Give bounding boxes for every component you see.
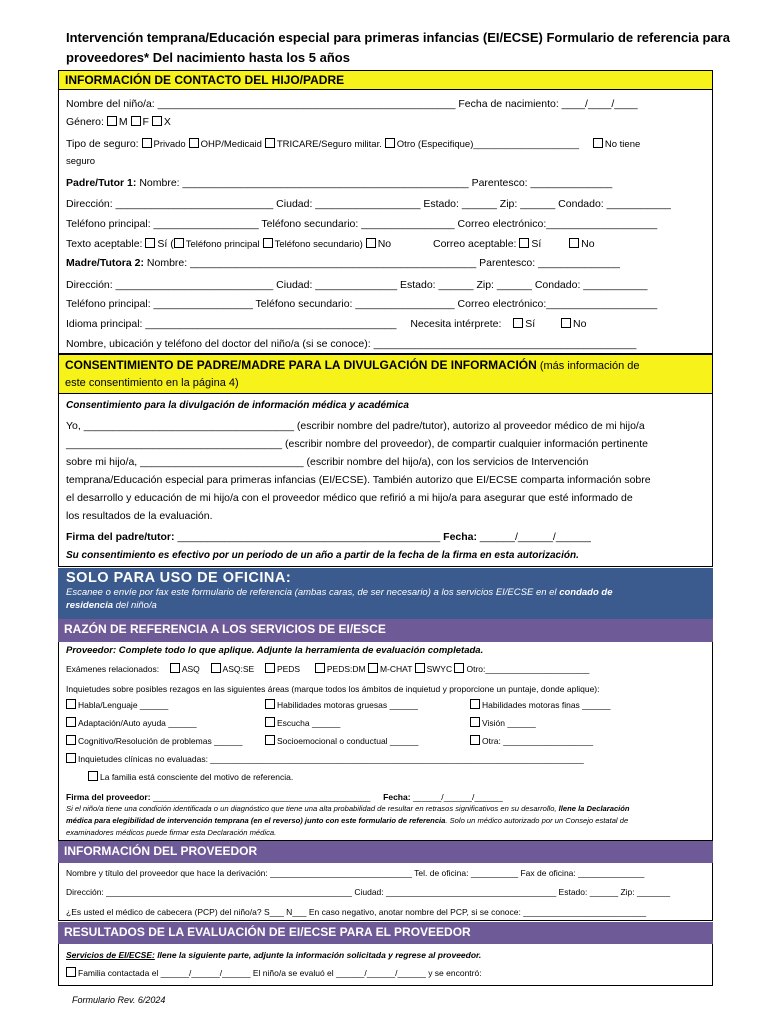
consent-p4: temprana/Educación especial para primeras infancias (EI/ECSE). También autorizo que EI/ECSE comparta información sobre bbox=[66, 474, 651, 486]
clinical-concerns-checkbox[interactable] bbox=[66, 753, 76, 763]
area-fine-motor[interactable] bbox=[470, 698, 611, 712]
guardian2-address-line[interactable]: Dirección: ___________________________ Ciudad: ______________ Estado: ______ Zip: ______ Condado: ___________ bbox=[66, 279, 648, 291]
insurance-private-checkbox[interactable] bbox=[142, 138, 152, 148]
consent-header-note2: este consentimiento en la página 4) bbox=[65, 377, 239, 389]
consent-signature-row bbox=[66, 530, 591, 544]
consent-p6: los resultados de la evaluación. bbox=[66, 510, 213, 522]
text-primary-label: Teléfono principal bbox=[185, 239, 260, 250]
area-hearing-checkbox[interactable] bbox=[265, 717, 275, 727]
child-name-line[interactable]: Nombre del niño/a: ___________________________________________________ Fecha de nacimiento: ____/____/____ bbox=[66, 98, 638, 110]
area-cognitive-label: Cognitivo/Resolución de problemas ______ bbox=[78, 736, 243, 746]
parent-signature-field[interactable]: _____________________________________________ bbox=[177, 531, 441, 543]
insurance-tricare-checkbox[interactable] bbox=[265, 138, 275, 148]
medical-note-1b: llene la Declaración bbox=[558, 804, 630, 813]
provider-address-line[interactable]: Dirección: ____________________________________________________ Ciudad: ____________________________________ Estado: ______ Zip: _______ bbox=[66, 887, 671, 897]
exams-label: Exámenes relacionados: bbox=[66, 664, 160, 674]
email-no-checkbox[interactable] bbox=[569, 238, 579, 248]
office-use-note bbox=[66, 586, 705, 612]
guardian2-name-line[interactable] bbox=[66, 256, 620, 270]
insurance-other-checkbox[interactable] bbox=[385, 138, 395, 148]
text-secondary-checkbox[interactable] bbox=[263, 238, 273, 248]
area-social-emotional[interactable] bbox=[265, 734, 418, 748]
area-vision[interactable] bbox=[470, 716, 536, 730]
gender-m-label: M bbox=[118, 116, 128, 128]
consent-subtitle: Consentimiento para la divulgación de información médica y académica bbox=[66, 400, 409, 411]
guardian1-address-line[interactable]: Dirección: ___________________________ Ciudad: __________________ Estado: ______ Zip: ______ Condado: ___________ bbox=[66, 198, 671, 210]
results-instr-b: llene la siguiente parte, adjunte la información solicitada y regrese al proveedor. bbox=[154, 950, 482, 960]
email-ok-label: Correo aceptable: bbox=[433, 238, 517, 250]
gender-x-label: X bbox=[163, 116, 171, 128]
family-aware-label: La familia está consciente del motivo de referencia. bbox=[100, 772, 294, 782]
area-speech[interactable] bbox=[66, 698, 168, 712]
insurance-ohp-checkbox[interactable] bbox=[189, 138, 199, 148]
interpreter-yes-checkbox[interactable] bbox=[513, 318, 523, 328]
family-contacted-row[interactable] bbox=[66, 966, 482, 980]
office-use-header: SOLO PARA USO DE OFICINA: bbox=[66, 570, 292, 586]
exam-other-label: Otro:______________________ bbox=[466, 664, 590, 674]
family-aware[interactable] bbox=[88, 770, 293, 784]
gender-label: Género: bbox=[66, 116, 104, 128]
gender-m-checkbox[interactable] bbox=[107, 116, 117, 126]
guardian1-phones-line[interactable]: Teléfono principal: __________________ Teléfono secundario: ________________ Correo electrónico:___________________ bbox=[66, 218, 658, 230]
guardian2-name-field[interactable]: Nombre: _________________________________________________ Parentesco: ______________ bbox=[146, 257, 620, 269]
insurance-ohp-label: OHP/Medicaid bbox=[200, 139, 262, 150]
exam-other-checkbox[interactable] bbox=[454, 663, 464, 673]
consent-header: CONSENTIMIENTO DE PADRE/MADRE PARA LA DIVULGACIÓN DE INFORMACIÓN bbox=[65, 358, 537, 372]
contact-section bbox=[58, 70, 713, 354]
provider-name-line[interactable]: Nombre y título del proveedor que hace la derivación: ______________________________ Tel. de oficina: __________ Fax de oficina: ______________ bbox=[66, 868, 645, 878]
provider-signature-field[interactable]: ______________________________________________ bbox=[152, 792, 371, 802]
area-gross-motor[interactable] bbox=[265, 698, 418, 712]
office-note-d: del niño/a bbox=[113, 600, 157, 611]
exam-asqse-checkbox[interactable] bbox=[211, 663, 221, 673]
area-vision-label: Visión ______ bbox=[482, 718, 536, 728]
exam-asqse-label: ASQ:SE bbox=[222, 664, 255, 674]
medical-note bbox=[66, 803, 630, 839]
form-revision: Formulario Rev. 6/2024 bbox=[72, 995, 166, 1005]
insurance-none-cont: seguro bbox=[66, 156, 96, 167]
email-yes-checkbox[interactable] bbox=[519, 238, 529, 248]
doctor-info-line[interactable]: Nombre, ubicación y teléfono del doctor del niño/a (si se conoce): _____________________________________________ bbox=[66, 338, 637, 350]
medical-note-3: examinadores médicos puede firmar esta Declaración médica. bbox=[66, 828, 277, 837]
provider-signature-row bbox=[66, 790, 503, 804]
interpreter-no-label: No bbox=[572, 318, 587, 330]
guardian1-label: Padre/Tutor 1: bbox=[66, 177, 137, 189]
parent-date-label: Fecha: bbox=[443, 531, 477, 543]
insurance-label: Tipo de seguro: bbox=[66, 138, 139, 150]
email-yes-label: Sí bbox=[531, 238, 542, 250]
area-cognitive-checkbox[interactable] bbox=[66, 735, 76, 745]
clinical-concerns-label[interactable]: Inquietudes clínicas no evaluadas: _______________________________________________________________________________ bbox=[78, 754, 584, 764]
pcp-line[interactable]: ¿Es usted el médico de cabecera (PCP) del niño/a? S___ N___ En caso negativo, anotar nombre del PCP, si se conoce: __________________________ bbox=[66, 907, 647, 917]
email-no-label: No bbox=[581, 238, 595, 250]
office-note-a: Escanee o envíe por fax este formulario de referencia (ambas caras, de ser necesario) a los servicios EI/ECSE en el bbox=[66, 587, 560, 598]
contact-preference-row bbox=[66, 237, 595, 252]
guardian2-label: Madre/Tutora 2: bbox=[66, 257, 144, 269]
area-gross-motor-checkbox[interactable] bbox=[265, 699, 275, 709]
insurance-none-checkbox[interactable] bbox=[593, 138, 603, 148]
text-yes-checkbox[interactable] bbox=[145, 238, 155, 248]
area-adaptive[interactable] bbox=[66, 716, 197, 730]
interpreter-label: Necesita intérprete: bbox=[410, 318, 502, 330]
provider-signature-label: Firma del proveedor: bbox=[66, 792, 151, 802]
consent-p2[interactable]: _____________________________________ (escribir nombre del proveedor), de compartir cualquier información pertinente bbox=[66, 438, 648, 450]
exam-peds-label: PEDS bbox=[276, 664, 301, 674]
area-vision-checkbox[interactable] bbox=[470, 717, 480, 727]
text-no-checkbox[interactable] bbox=[366, 238, 376, 248]
guardian1-name-field[interactable]: Nombre: _________________________________________________ Parentesco: ______________ bbox=[139, 177, 613, 189]
form-title: Intervención temprana/Educación especial para primeras infancias (EI/ECSE) Formulario de referencia para proveedores* Del nacimiento hasta los 5 años bbox=[66, 30, 730, 65]
contact-header: INFORMACIÓN DE CONTACTO DEL HIJO/PADRE bbox=[59, 71, 712, 90]
results-instr-a: Servicios de EI/ECSE: bbox=[66, 950, 155, 960]
guardian2-phones-line[interactable]: Teléfono principal: _________________ Teléfono secundario: _________________ Correo electrónico:___________________ bbox=[66, 298, 658, 310]
exam-swyc-checkbox[interactable] bbox=[415, 663, 425, 673]
area-other-label: Otra: ___________________ bbox=[482, 736, 594, 746]
area-gross-motor-label: Habilidades motoras gruesas ______ bbox=[277, 700, 418, 710]
family-contacted-label[interactable]: Familia contactada el ______/______/______ El niño/a se evaluó el ______/______/______ y se encontró: bbox=[78, 968, 482, 978]
area-fine-motor-checkbox[interactable] bbox=[470, 699, 480, 709]
area-social-emotional-label: Socioemocional o conductual ______ bbox=[277, 736, 419, 746]
gender-f-label: F bbox=[142, 116, 149, 128]
exam-pedsdm-label: PEDS:DM bbox=[326, 664, 366, 674]
area-social-emotional-checkbox[interactable] bbox=[265, 735, 275, 745]
language-field[interactable]: Idioma principal: ___________________________________________ bbox=[66, 318, 397, 330]
gender-f-checkbox[interactable] bbox=[131, 116, 141, 126]
area-adaptive-checkbox[interactable] bbox=[66, 717, 76, 727]
gender-x-checkbox[interactable] bbox=[152, 116, 162, 126]
consent-p1[interactable]: Yo, ____________________________________ (escribir nombre del padre/tutor), autorizo al proveedor médico de mi hijo/a bbox=[66, 420, 645, 432]
interpreter-no-checkbox[interactable] bbox=[561, 318, 571, 328]
text-ok-label: Texto aceptable: bbox=[66, 238, 143, 250]
insurance-private-label: Privado bbox=[153, 139, 186, 150]
insurance-row bbox=[66, 137, 640, 152]
exam-peds-checkbox[interactable] bbox=[265, 663, 275, 673]
area-fine-motor-label: Habilidades motoras finas ______ bbox=[482, 700, 611, 710]
exam-mchat-checkbox[interactable] bbox=[368, 663, 378, 673]
text-yes-label: Sí ( bbox=[157, 238, 174, 250]
provider-date-field[interactable]: ______/______/______ bbox=[412, 792, 503, 802]
exam-asq-label: ASQ bbox=[181, 664, 200, 674]
office-note-c: residencia bbox=[66, 600, 113, 611]
consent-validity: Su consentimiento es efectivo por un periodo de un año a partir de la fecha de la firma en esta autorización. bbox=[66, 550, 579, 561]
family-aware-checkbox[interactable] bbox=[88, 771, 98, 781]
area-other[interactable] bbox=[470, 734, 593, 748]
interpreter-yes-label: Sí bbox=[525, 318, 536, 330]
consent-p3[interactable]: sobre mi hijo/a, ____________________________ (escribir nombre del hijo/a), con los servicios de Intervención bbox=[66, 456, 589, 468]
provider-header: INFORMACIÓN DEL PROVEEDOR bbox=[58, 841, 713, 863]
area-other-checkbox[interactable] bbox=[470, 735, 480, 745]
medical-note-2b: . Solo un médico autorizado por un Consejo estatal de bbox=[445, 816, 629, 825]
text-no-label: No bbox=[377, 238, 392, 250]
medical-note-2a: médica para elegibilidad de intervención temprana (en el reverso) junto con este formulario de referencia bbox=[66, 816, 446, 825]
area-hearing[interactable] bbox=[265, 716, 340, 730]
reason-header: RAZÓN DE REFERENCIA A LOS SERVICIOS DE EI/ESCE bbox=[58, 619, 713, 642]
office-use-section bbox=[58, 568, 713, 619]
exam-asq-checkbox[interactable] bbox=[170, 663, 180, 673]
office-note-b: condado de bbox=[559, 587, 613, 598]
insurance-none-label: No tiene bbox=[604, 139, 641, 150]
parent-signature-label: Firma del padre/tutor: bbox=[66, 531, 175, 543]
clinical-concerns[interactable] bbox=[66, 752, 584, 766]
area-speech-checkbox[interactable] bbox=[66, 699, 76, 709]
medical-note-1a: Si el niño/a tiene una condición identificada o un diagnóstico que tiene una alta probabilidad de resultar en retrasos significativos en su desarrollo, bbox=[66, 804, 559, 813]
consent-header-block bbox=[59, 355, 712, 394]
exam-mchat-label: M-CHAT bbox=[379, 664, 413, 674]
exam-swyc-label: SWYC bbox=[426, 664, 453, 674]
insurance-tricare-label: TRICARE/Seguro militar. bbox=[276, 139, 382, 150]
text-secondary-label: Teléfono secundario) bbox=[274, 239, 363, 250]
concerns-text: Inquietudes sobre posibles rezagos en las siguientes áreas (marque todos los ámbitos de inquietud y proporcione un puntaje, donde aplique): bbox=[66, 684, 600, 694]
area-hearing-label: Escucha ______ bbox=[277, 718, 341, 728]
language-row bbox=[66, 317, 586, 331]
provider-date-label: Fecha: bbox=[383, 792, 411, 802]
consent-header-note: (más información de bbox=[536, 360, 640, 372]
reason-instructions: Proveedor: Complete todo lo que aplique. Adjunte la herramienta de evaluación completada. bbox=[66, 645, 484, 656]
consent-p5: el desarrollo y educación de mi hijo/a con el proveedor médico que refirió a mi hijo/a para asegurar que esté informado de bbox=[66, 492, 633, 504]
text-primary-checkbox[interactable] bbox=[174, 238, 184, 248]
exam-pedsdm-checkbox[interactable] bbox=[315, 663, 325, 673]
area-cognitive[interactable] bbox=[66, 734, 242, 748]
results-instructions bbox=[66, 948, 481, 962]
exams-row bbox=[66, 662, 589, 676]
results-header: RESULTADOS DE LA EVALUACIÓN DE EI/ECSE PARA EL PROVEEDOR bbox=[58, 922, 713, 944]
area-adaptive-label: Adaptación/Auto ayuda ______ bbox=[78, 718, 197, 728]
area-speech-label: Habla/Lenguaje ______ bbox=[78, 700, 169, 710]
family-contacted-checkbox[interactable] bbox=[66, 967, 76, 977]
gender-row bbox=[66, 115, 171, 129]
guardian1-name-line[interactable] bbox=[66, 176, 612, 190]
insurance-other-label: Otro (Especifique)____________________ bbox=[396, 139, 580, 150]
parent-date-field[interactable]: ______/______/______ bbox=[479, 531, 591, 543]
